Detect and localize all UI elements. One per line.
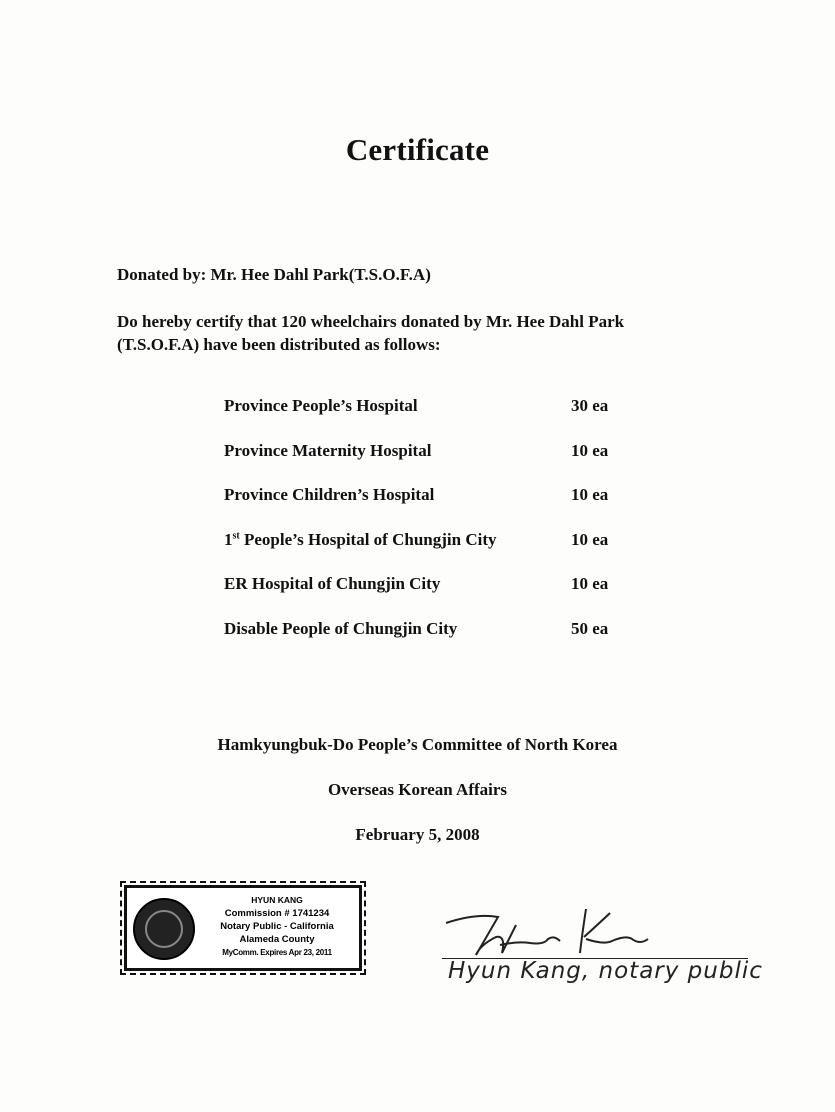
allocation-qty: 10 ea [571,485,609,504]
page-title: Certificate [345,132,490,167]
allocation-row [224,530,644,560]
stamp-expires: MyComm. Expires Apr 23, 2011 [222,948,332,957]
notary-seal-icon [133,898,195,960]
allocation-name-rest: People’s Hospital of Chungjin City [239,530,497,549]
issue-date: February 5, 2008 [355,825,480,844]
stamp-commission: Commission # 1741234 [224,908,330,919]
stamp-county: Alameda County [239,934,315,945]
allocation-name [224,530,497,550]
certification-statement [117,310,757,356]
notary-stamp [124,885,362,971]
donated-by: Donated by: Mr. Hee Dahl Park(T.S.O.F.A) [117,265,431,284]
allocation-row [224,574,644,604]
department: Overseas Korean Affairs [327,780,508,799]
allocation-name: Province Children’s Hospital [224,485,435,504]
allocation-qty: 10 ea [571,441,609,460]
allocation-name: Province People’s Hospital [224,396,418,415]
allocation-qty: 10 ea [571,530,609,549]
issuer: Hamkyungbuk-Do People’s Committee of North Korea [217,735,618,754]
allocation-row [224,485,644,515]
allocation-qty: 10 ea [571,574,609,593]
certify-line-2: (T.S.O.F.A) have been distributed as follows: [117,335,441,354]
signature-caption: Hyun Kang, notary public [448,958,763,984]
allocation-ordinal-suffix: st [232,530,240,542]
allocation-qty: 50 ea [571,619,609,638]
allocation-qty: 30 ea [571,396,609,415]
stamp-name: HYUN KANG [251,895,303,905]
allocation-row [224,619,644,649]
certify-line-1: Do hereby certify that 120 wheelchairs donated by Mr. Hee Dahl Park [117,312,625,331]
stamp-title: Notary Public - California [220,921,334,932]
allocation-row [224,396,644,426]
allocation-ordinal: 1 [224,530,233,549]
allocation-name: Disable People of Chungjin City [224,619,458,638]
allocation-row [224,441,644,471]
allocation-name: Province Maternity Hospital [224,441,432,460]
notary-stamp-text [197,894,357,959]
allocation-name: ER Hospital of Chungjin City [224,574,441,593]
